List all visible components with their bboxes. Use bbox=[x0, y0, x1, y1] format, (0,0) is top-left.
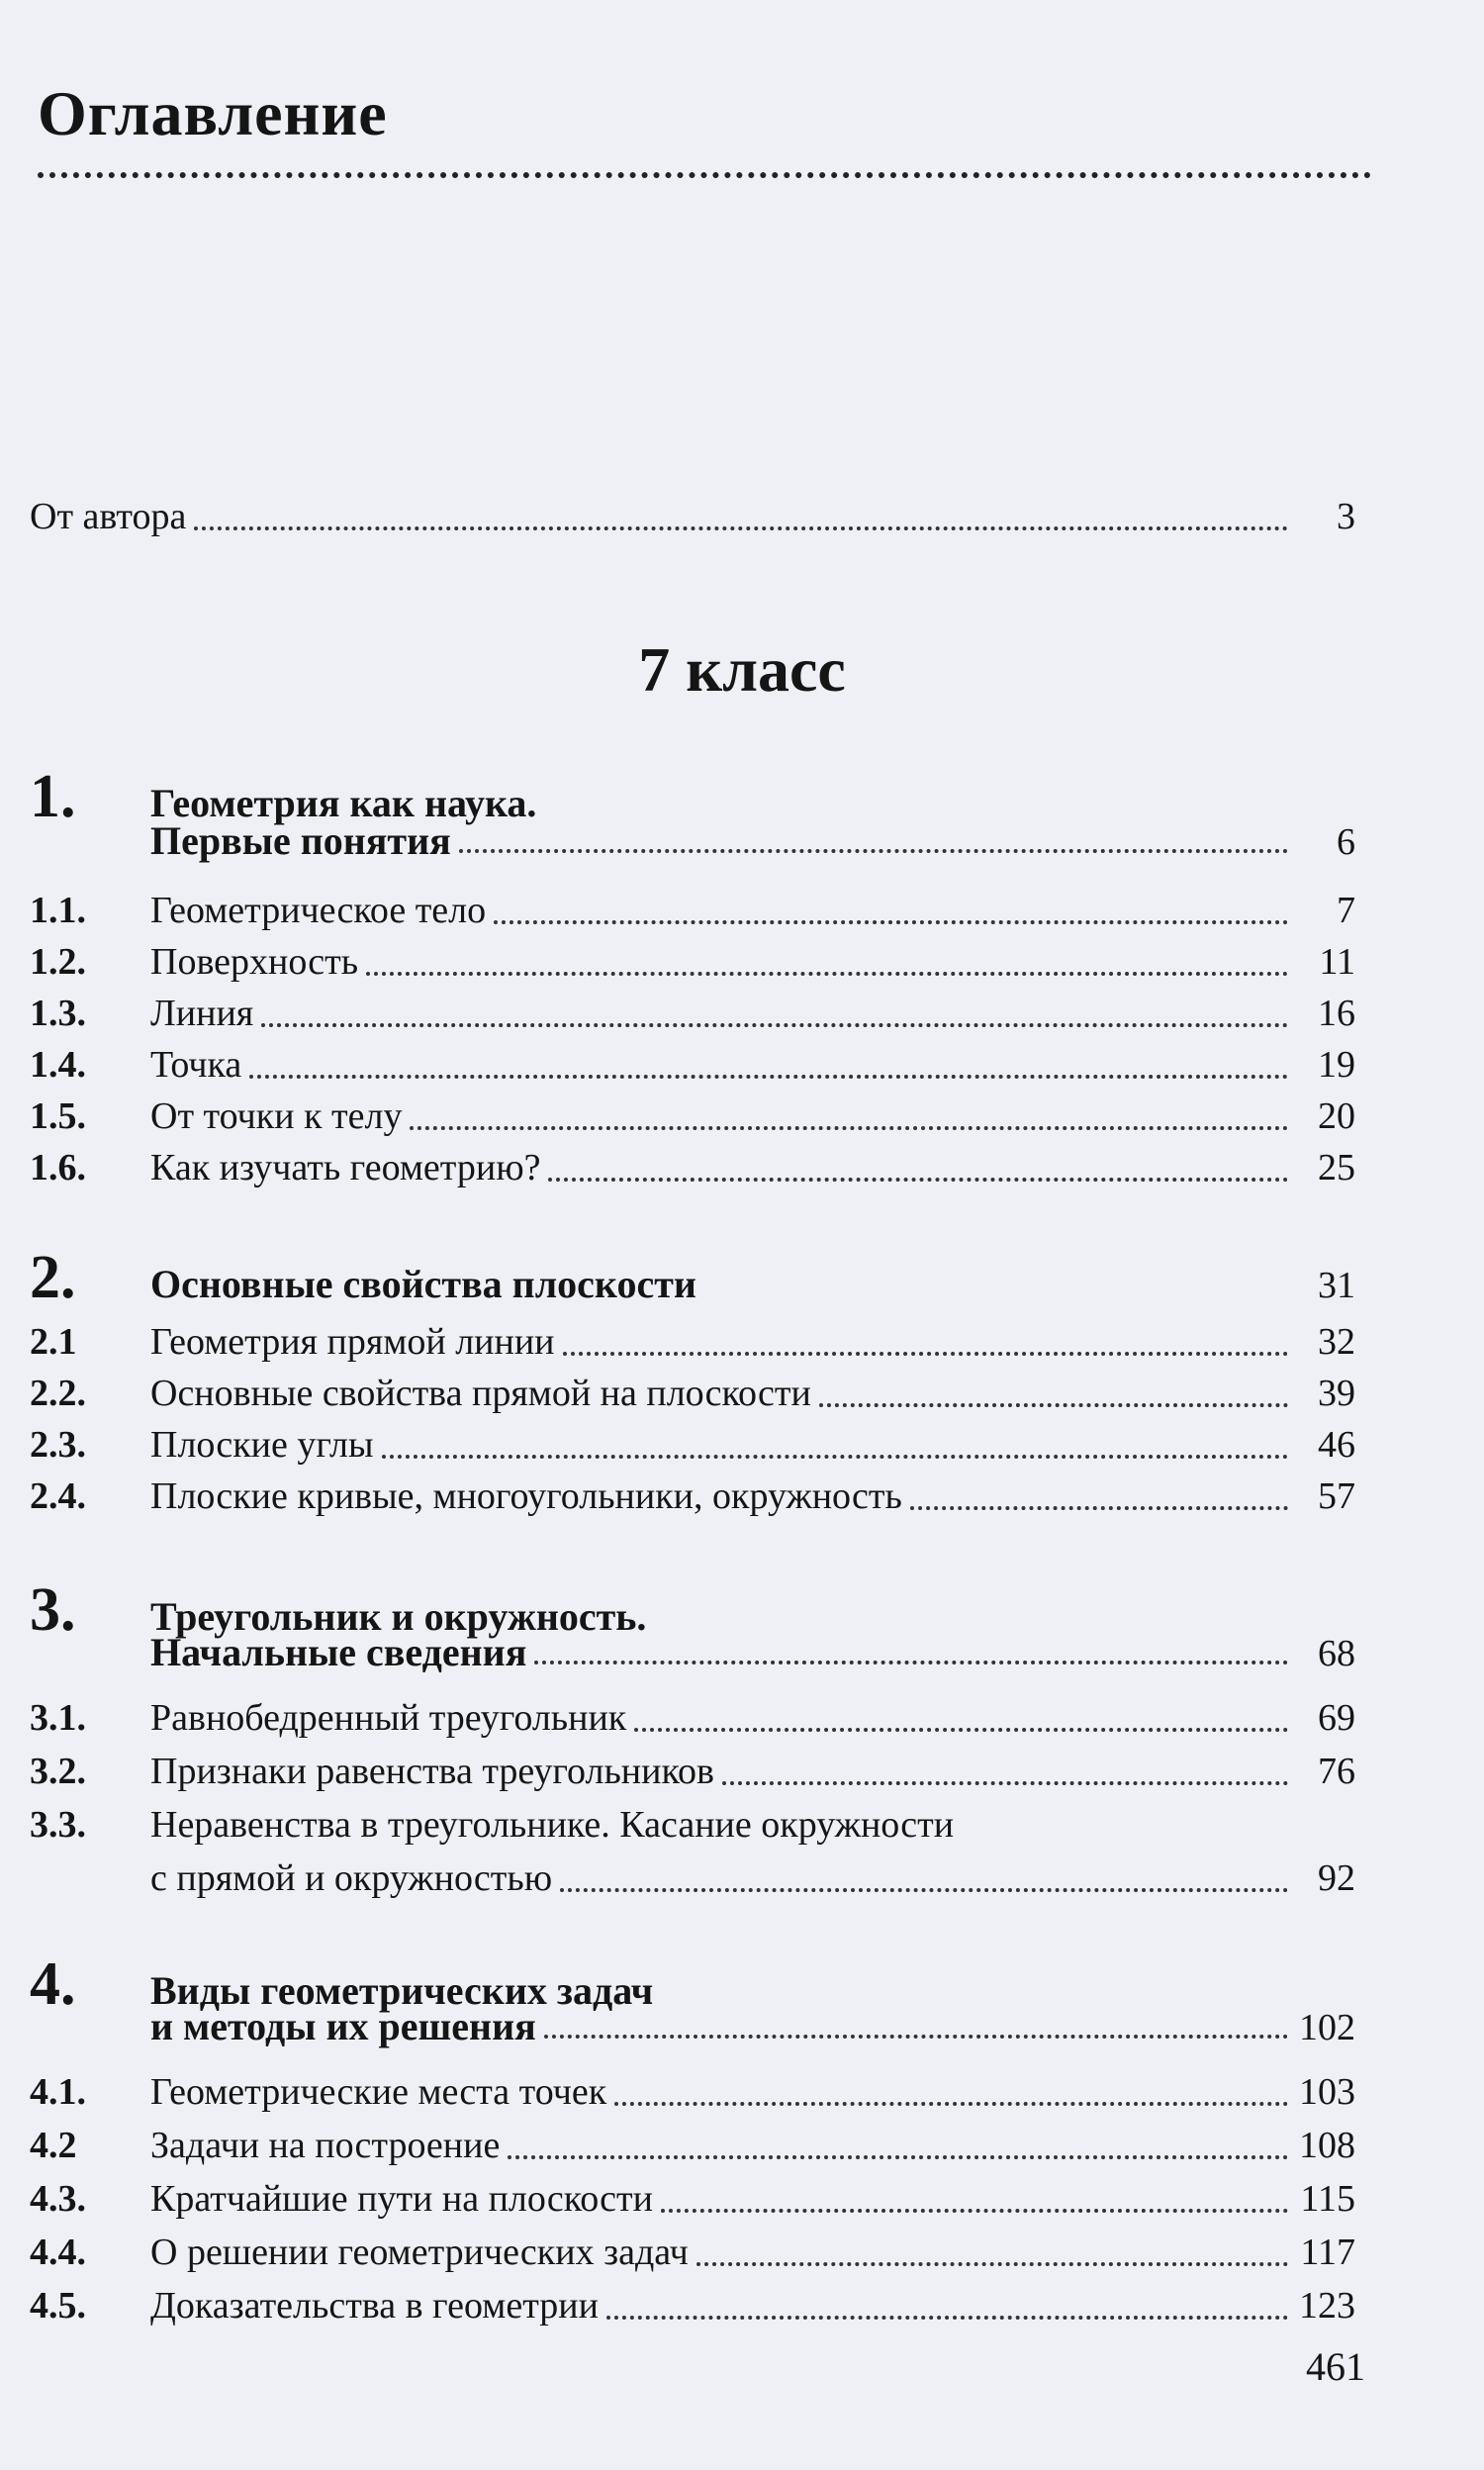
entry-page: 6 bbox=[1337, 821, 1355, 863]
leader-dots bbox=[459, 849, 1288, 853]
chapter-title: Основные свойства плоскости bbox=[150, 1262, 696, 1306]
entry-page: 3 bbox=[1337, 496, 1355, 537]
toc-entry[interactable]: 2.2. Основные свойства прямой на плоскости 39 bbox=[30, 1373, 1355, 1414]
class-heading: 7 класс bbox=[638, 634, 846, 705]
toc-entry[interactable]: 2.1 Геометрия прямой линии 32 bbox=[30, 1321, 1355, 1363]
entry-page: 102 bbox=[1299, 2007, 1355, 2048]
toc-entry[interactable]: 3.2. Признаки равенства треугольников 76 bbox=[30, 1751, 1355, 1792]
leader-dots bbox=[194, 526, 1288, 530]
toc-entry[interactable]: 3.3. Неравенства в треугольнике. Касание окружности bbox=[30, 1804, 955, 1846]
toc-entry[interactable]: 2.3. Плоские углы 46 bbox=[30, 1424, 1355, 1466]
chapter-title-line2: и методы их решения bbox=[150, 2004, 536, 2048]
toc-chapter-3-line2[interactable] bbox=[30, 1629, 1355, 1674]
toc-entry[interactable]: 4.2 Задачи на построение 108 bbox=[30, 2125, 1355, 2166]
toc-chapter-1[interactable] bbox=[30, 762, 1355, 830]
toc-chapter-4-line2[interactable] bbox=[30, 2003, 1355, 2048]
toc-chapter-1-line2[interactable] bbox=[30, 817, 1355, 863]
toc-entry[interactable]: 4.3. Кратчайшие пути на плоскости 115 bbox=[30, 2178, 1355, 2220]
toc-entry[interactable]: 1.2. Поверхность 11 bbox=[30, 941, 1355, 983]
chapter-title-line2: Первые понятия bbox=[150, 818, 451, 863]
toc-entry[interactable]: 1.1. Геометрическое тело 7 bbox=[30, 890, 1355, 931]
chapter-title-line2: Начальные сведения bbox=[150, 1630, 527, 1674]
toc-entry[interactable]: 4.5. Доказательства в геометрии 123 bbox=[30, 2285, 1355, 2327]
chapter-title: Треугольник и окружность. bbox=[150, 1594, 647, 1639]
toc-chapter-3[interactable] bbox=[30, 1575, 1355, 1644]
toc-entry-from-author[interactable] bbox=[30, 495, 1355, 540]
bleed-through-text bbox=[554, 111, 568, 172]
entry-page: 68 bbox=[1318, 1633, 1355, 1674]
chapter-number: 1. bbox=[30, 763, 76, 830]
toc-entry[interactable]: 4.4. О решении геометрических задач 117 bbox=[30, 2232, 1355, 2273]
chapter-title: Геометрия как наука. bbox=[150, 781, 537, 825]
title-dotted-rule bbox=[38, 172, 1371, 178]
toc-entry[interactable]: 3.1. Равнобедренный треугольник 69 bbox=[30, 1697, 1355, 1739]
chapter-title: Виды геометрических задач bbox=[150, 1968, 654, 2013]
page-title: Оглавление bbox=[38, 78, 388, 148]
toc-chapter-4[interactable] bbox=[30, 1949, 1355, 2018]
toc-entry[interactable]: 1.3. Линия 16 bbox=[30, 993, 1355, 1034]
page-number: 461 bbox=[1306, 2344, 1365, 2389]
toc-entry[interactable]: 1.4. Точка 19 bbox=[30, 1044, 1355, 1086]
toc-entry[interactable]: 1.6. Как изучать геометрию? 25 bbox=[30, 1147, 1355, 1188]
toc-entry[interactable]: 1.5. От точки к телу 20 bbox=[30, 1095, 1355, 1137]
toc-entry[interactable]: 2.4. Плоские кривые, многоугольники, окружность 57 bbox=[30, 1475, 1355, 1517]
chapter-number: 2. bbox=[30, 1244, 76, 1311]
chapter-number: 3. bbox=[30, 1576, 76, 1644]
chapter-number: 4. bbox=[30, 1950, 76, 2018]
entry-label: От автора bbox=[30, 496, 187, 537]
entry-page: 31 bbox=[1318, 1265, 1355, 1306]
leader-dots bbox=[534, 1661, 1288, 1664]
toc-chapter-2[interactable] bbox=[30, 1243, 1355, 1311]
leader-dots bbox=[544, 2035, 1288, 2039]
toc-entry[interactable]: 4.1. Геометрические места точек 103 bbox=[30, 2071, 1355, 2113]
toc-entry-continuation[interactable]: с прямой и окружностью 92 bbox=[150, 1857, 1355, 1899]
